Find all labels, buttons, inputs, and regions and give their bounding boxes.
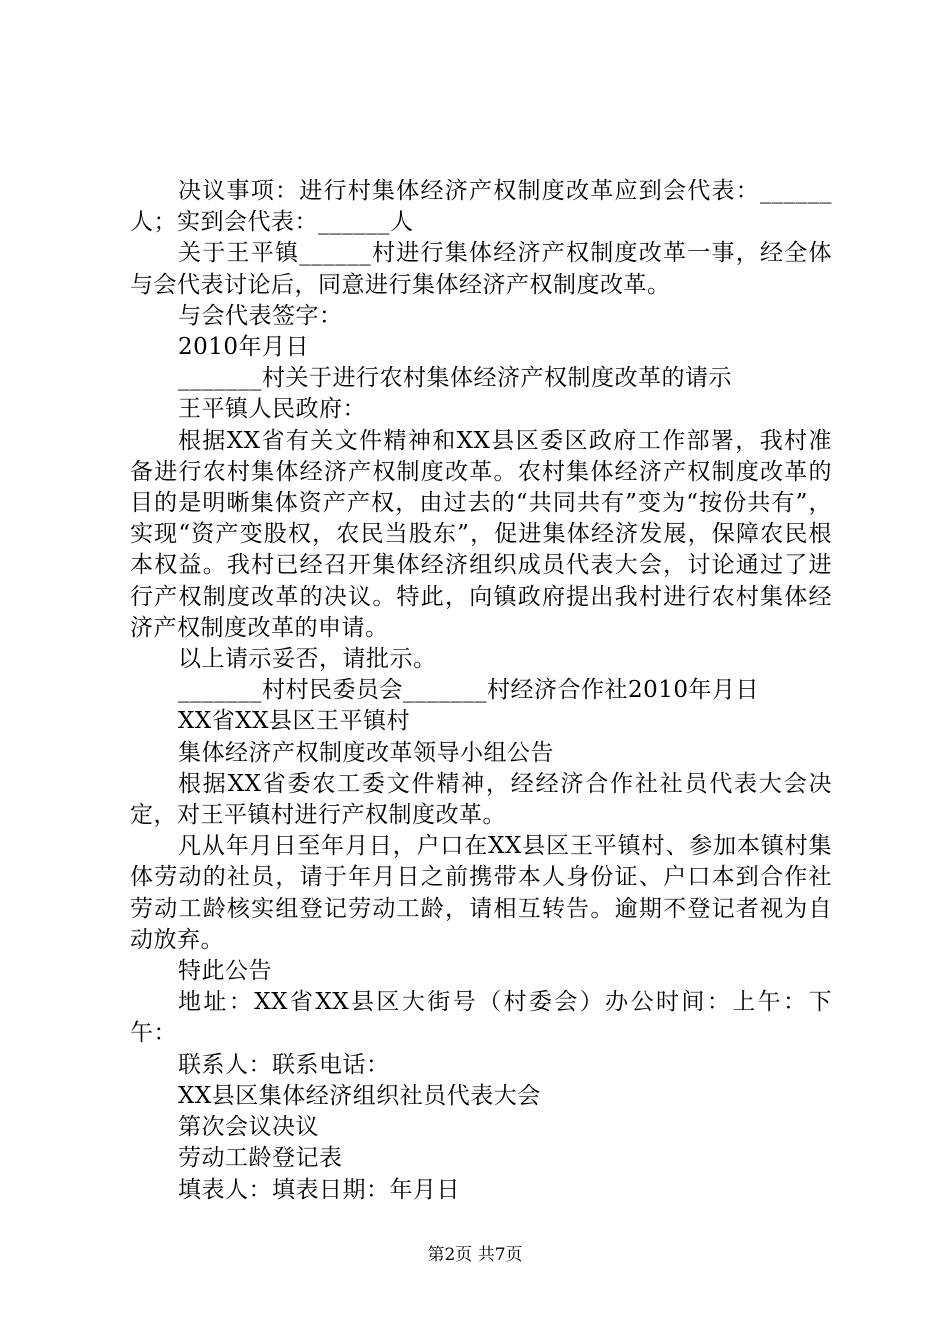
request-signature: _______村村民委员会_______村经济合作社2010年月日: [178, 677, 760, 704]
notice-title: 集体经济产权制度改革领导小组公告: [178, 739, 554, 766]
notice-body-1: 根据XX省委农工委文件精神，经经济合作社社员代表大会决定，对王平镇村进行产权制度改革。: [130, 770, 832, 829]
request-closing: 以上请示妥否，请批示。: [178, 646, 437, 673]
paragraph-date: 2010年月日: [178, 334, 310, 361]
paragraph-resolution-item: 决议事项：进行村集体经济产权制度改革应到会代表：______人；实到会代表：______人: [130, 178, 832, 236]
form-filler-line: 填表人：填表日期：年月日: [178, 1176, 460, 1203]
notice-address: 地址：XX省XX县区大街号（村委会）办公时间：上午：下午：: [130, 989, 832, 1047]
paragraph-resolution-content: 关于王平镇______村进行集体经济产权制度改革一事，经全体与会代表讨论后，同意进行集体经济产权制度改革。: [130, 240, 832, 298]
request-addressee: 王平镇人民政府：: [178, 396, 366, 423]
notice-contact: 联系人：联系电话：: [178, 1051, 390, 1078]
request-body: 根据XX省有关文件精神和XX县区委区政府工作部署，我村准备进行农村集体经济产权制度改革。农村集体经济产权制度改革的目的是明晰集体资产产权，由过去的“共同共有”变为“按份共有”，实现“资产变股权，农民当股东”，促进集体经济发展，保障农民根本权益。我村已经召开集体经济组织成员代表大会，讨论通过了进行产权制度改革的决议。特此，向镇政府提出我村进行农村集体经济产权制度改革的申请。: [130, 427, 832, 641]
paragraph-signature: 与会代表签字：: [178, 302, 343, 329]
notice-body-2: 凡从年月日至年月日，户口在XX县区王平镇村、参加本镇村集体劳动的社员，请于年月日之前携带本人身份证、户口本到合作社劳动工龄核实组登记劳动工龄，请相互转告。逾期不登记者视为自动放弃。: [130, 833, 832, 953]
assembly-title: XX县区集体经济组织社员代表大会: [178, 1082, 541, 1109]
notice-closing: 特此公告: [178, 958, 272, 985]
registration-form-title: 劳动工龄登记表: [178, 1145, 343, 1172]
document-body: [130, 176, 832, 1206]
request-title: _______村关于进行农村集体经济产权制度改革的请示: [178, 365, 732, 392]
page-number: 第2页 共7页: [427, 1245, 523, 1265]
notice-org-line: XX省XX县区王平镇村: [178, 708, 410, 735]
meeting-resolution-title: 第次会议决议: [178, 1114, 319, 1141]
